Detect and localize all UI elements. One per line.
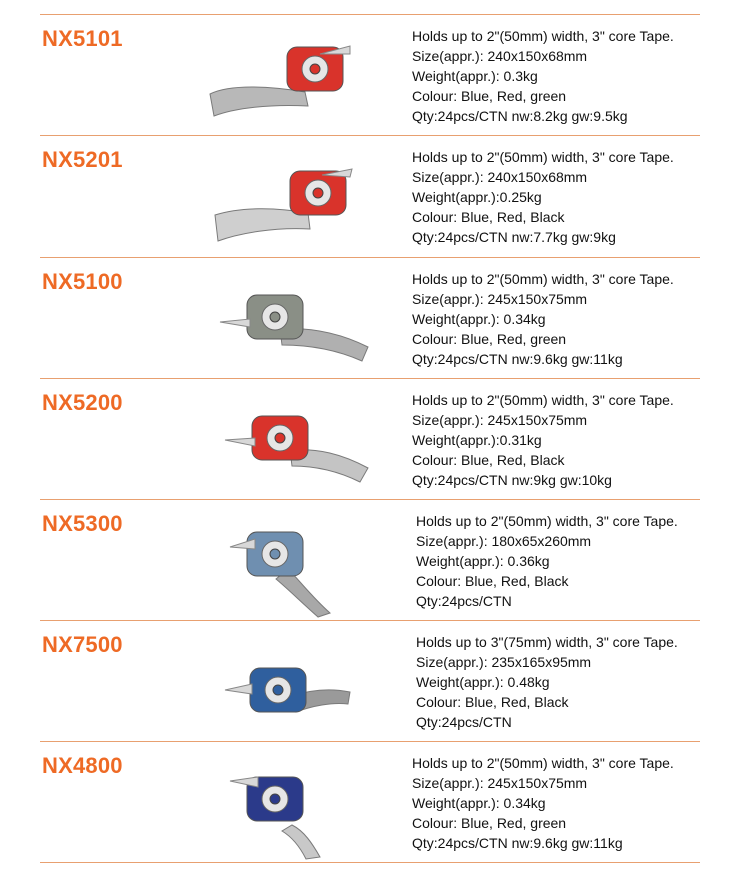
model-number: NX5200 [42,390,123,415]
product-row [40,137,700,257]
spec-line: Weight(appr.):0.31kg [412,432,542,448]
model-number: NX5101 [42,26,123,51]
spec-line: Qty:24pcs/CTN [416,593,512,609]
product-row [40,259,700,379]
hub-knob [275,433,285,443]
spec-list [412,390,674,490]
spec-line: Holds up to 3"(75mm) width, 3" core Tape. [416,634,678,650]
dispenser-handle [282,825,320,859]
model-number: NX7500 [42,632,123,657]
spec-list [416,511,678,611]
spec-line: Qty:24pcs/CTN [416,714,512,730]
cutting-blade [220,319,250,327]
spec-line: Qty:24pcs/CTN nw:7.7kg gw:9kg [412,229,616,245]
spec-line: Qty:24pcs/CTN nw:9kg gw:10kg [412,472,612,488]
spec-list [416,632,678,732]
divider-line [40,14,700,15]
cutting-blade [225,684,252,694]
product-row [40,380,700,500]
divider-line [40,257,700,258]
tape-dispenser-image [200,630,380,740]
spec-line: Size(appr.): 180x65x260mm [416,533,592,549]
model-number: NX5201 [42,147,123,172]
spec-line: Weight(appr.): 0.36kg [416,553,550,569]
spec-line: Holds up to 2"(50mm) width, 3" core Tape. [412,392,674,408]
spec-line: Colour: Blue, Red, Black [416,694,569,710]
hub-knob [270,794,280,804]
tape-dispenser-image [200,24,380,134]
spec-line: Weight(appr.):0.25kg [412,189,542,205]
spec-line: Colour: Blue, Red, green [412,815,567,831]
spec-line: Weight(appr.): 0.34kg [412,795,546,811]
cutting-blade [230,777,258,787]
model-number: NX4800 [42,753,123,778]
model-number: NX5300 [42,511,123,536]
spec-line: Size(appr.): 245x150x75mm [412,412,588,428]
tape-dispenser-image [200,751,380,861]
hub-knob [310,64,320,74]
spec-line: Size(appr.): 245x150x75mm [412,291,588,307]
spec-line: Weight(appr.): 0.48kg [416,674,550,690]
dispenser-handle [210,87,308,116]
spec-line: Colour: Blue, Red, Black [416,573,569,589]
spec-line: Size(appr.): 240x150x68mm [412,169,588,185]
spec-line: Holds up to 2"(50mm) width, 3" core Tape. [412,28,674,44]
spec-line: Weight(appr.): 0.34kg [412,311,546,327]
spec-line: Colour: Blue, Red, green [412,331,567,347]
spec-line: Colour: Blue, Red, Black [412,452,565,468]
spec-line: Qty:24pcs/CTN nw:8.2kg gw:9.5kg [412,108,628,124]
hub-knob [270,549,280,559]
spec-line: Colour: Blue, Red, Black [412,209,565,225]
product-row [40,743,700,863]
spec-line: Holds up to 2"(50mm) width, 3" core Tape. [412,271,674,287]
spec-line: Colour: Blue, Red, green [412,88,567,104]
spec-line: Qty:24pcs/CTN nw:9.6kg gw:11kg [412,835,623,851]
hub-knob [313,188,323,198]
tape-dispenser-image [200,267,380,377]
spec-line: Size(appr.): 240x150x68mm [412,48,588,64]
spec-list [412,269,674,369]
spec-line: Holds up to 2"(50mm) width, 3" core Tape. [412,149,674,165]
tape-dispenser-image [200,145,380,255]
tape-dispenser-image [200,388,380,498]
hub-knob [273,685,283,695]
hub-knob [270,312,280,322]
spec-line: Size(appr.): 245x150x75mm [412,775,588,791]
spec-line: Qty:24pcs/CTN nw:9.6kg gw:11kg [412,351,623,367]
spec-line: Holds up to 2"(50mm) width, 3" core Tape. [416,513,678,529]
product-row [40,501,700,621]
product-row [40,16,700,136]
spec-list [412,753,674,853]
product-row [40,622,700,742]
spec-list [412,26,674,126]
tape-dispenser-image [200,509,380,619]
cutting-blade [230,539,255,549]
spec-line: Holds up to 2"(50mm) width, 3" core Tape. [412,755,674,771]
spec-line: Size(appr.): 235x165x95mm [416,654,592,670]
cutting-blade [225,438,255,446]
spec-line: Weight(appr.): 0.3kg [412,68,538,84]
spec-list [412,147,674,247]
model-number: NX5100 [42,269,123,294]
